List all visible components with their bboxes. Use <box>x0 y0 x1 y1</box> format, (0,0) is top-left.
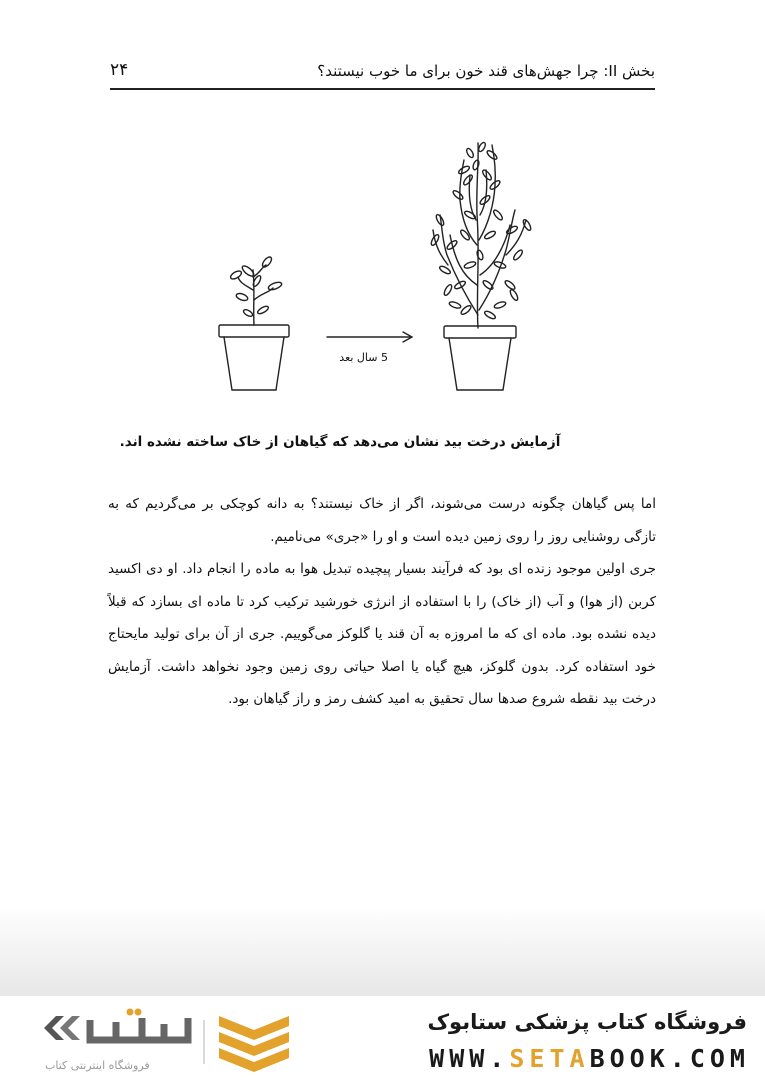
logo-subtitle: فروشگاه اینترنتی کتاب <box>45 1059 150 1072</box>
setabook-wordmark-icon <box>38 1004 198 1060</box>
footer-shade <box>0 905 765 997</box>
willow-experiment-illustration <box>200 125 540 405</box>
website-prefix: WWW. <box>429 1044 510 1073</box>
page-header <box>110 58 655 90</box>
paragraph: اما پس گیاهان چگونه درست می‌شوند، اگر از خاک نیستند؟ به دانه کوچکی بر می‌گردیم که به تازگی روشنایی روز را روی زمین دیده است و او را «جری» می‌نامیم. <box>108 496 656 545</box>
website-link[interactable] <box>429 1044 750 1073</box>
willow-tree-icon <box>430 141 532 328</box>
sapling-icon <box>229 255 282 325</box>
arrow-icon <box>327 332 412 342</box>
page-number: ۲۴ <box>110 60 129 80</box>
body-text <box>108 488 656 716</box>
website-suffix: BOOK.COM <box>589 1044 750 1073</box>
chapter-title: بخش II: چرا جهش‌های قند خون برای ما خوب نیستند؟ <box>317 62 655 80</box>
paragraph: جری اولین موجود زنده ای بود که فرآیند بسیار پیچیده تبدیل هوا به ماده را انجام داد. او دی اکسید کربن (از هوا) و آب (از خاک) را با استفاده از انرژی خورشید ترکیب کرد تا ماده ای بسازد که قبلاً دیده نشده بود. ماده ای که ما امروزه به آن قند یا گلوکز می‌گوییم. جری از آن برای تولید مایحتاج خود استفاده کرد. بدون گلوکز، هیچ گیاه یا اصلا حیاتی روی زمین وجود نخواهد داشت. آزمایش درخت بید نقطه شروع صدها سال تحقیق به امید کشف رمز و راز گیاهان بود. <box>108 561 656 707</box>
figure-caption: آزمایش درخت بید نشان می‌دهد که گیاهان از خاک ساخته نشده اند. <box>119 434 561 450</box>
store-name: فروشگاه کتاب پزشکی ستابوک <box>427 1010 747 1034</box>
footer-banner <box>0 996 765 1080</box>
willow-figure <box>200 125 540 405</box>
website-accent: SETA <box>509 1044 590 1073</box>
large-pot-icon <box>444 326 516 390</box>
logo-divider <box>203 1020 205 1064</box>
arrow-label: 5 سال بعد <box>339 351 388 364</box>
book-stack-logo-icon <box>215 1006 293 1076</box>
small-pot-icon <box>219 325 289 390</box>
